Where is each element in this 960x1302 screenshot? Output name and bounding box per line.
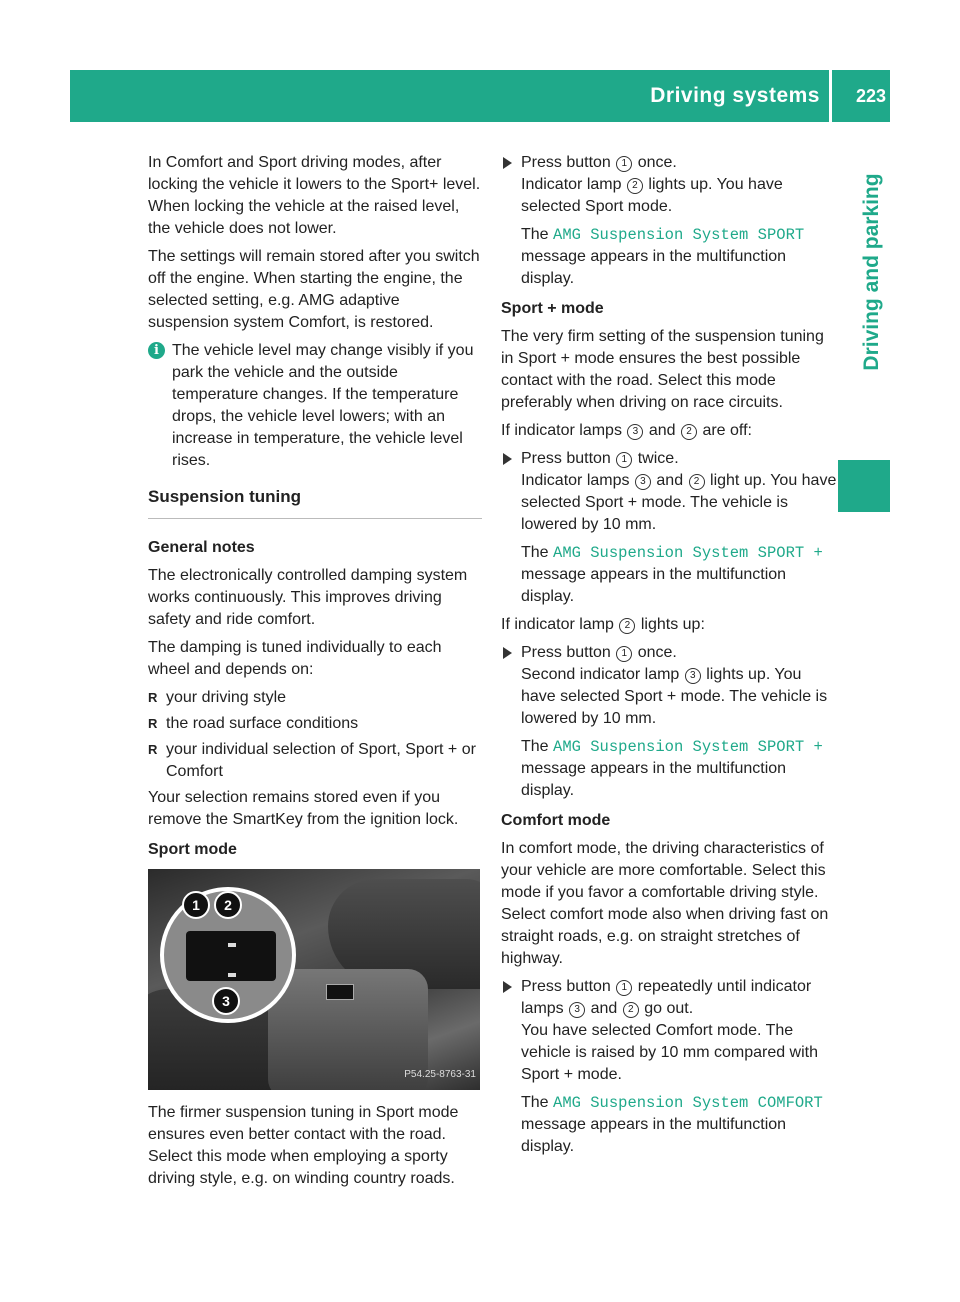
subheading: General notes: [148, 539, 255, 556]
paragraph: The very firm setting of the suspension tuning in Sport + mode ensures the best possible contact with the road. Select this mode preferably when driving on race circuits.: [501, 328, 824, 411]
step-arrow-icon: [503, 453, 512, 465]
ref-number: 2: [623, 1002, 639, 1018]
photo-lamp: [228, 973, 236, 977]
step: Press button 1 once. Second indicator lamp 3 lights up. You have selected Sport + mode. The vehicle is lowered by 10 mm.: [501, 642, 837, 730]
paragraph: The electronically controlled damping system works continuously. This improves driving safety and ride comfort.: [148, 567, 468, 628]
paragraph: Your selection remains stored even if you remove the SmartKey from the ignition lock.: [148, 789, 459, 828]
ref-number: 3: [685, 668, 701, 684]
page-number: 223: [855, 86, 886, 106]
info-note: [148, 340, 482, 472]
step: Press button 1 repeatedly until indicator lamps 3 and 2 go out. You have selected Comfort mode. The vehicle is raised by 10 mm compared with Sport + mode.: [501, 976, 837, 1086]
photo-lamp: [228, 943, 236, 947]
callout-3: 3: [212, 987, 240, 1015]
page-header: [70, 70, 890, 122]
list-item: R your driving style: [148, 687, 482, 709]
ref-number: 1: [616, 646, 632, 662]
ref-number: 2: [627, 178, 643, 194]
message-line: The AMG Suspension System COMFORT message appears in the multifunction display.: [521, 1094, 823, 1155]
section-heading: Suspension tuning: [148, 486, 482, 519]
paragraph: If indicator lamp 2 lights up:: [501, 616, 705, 633]
ref-number: 1: [616, 980, 632, 996]
paragraph: The damping is tuned individually to each wheel and depends on:: [148, 639, 442, 678]
header-title: Driving systems: [650, 84, 820, 107]
message-line: The AMG Suspension System SPORT + message appears in the multifunction display.: [521, 544, 823, 605]
header-separator: [829, 70, 832, 122]
ref-number: 1: [616, 156, 632, 172]
display-message: AMG Suspension System SPORT +: [553, 738, 823, 756]
ref-number: 1: [616, 452, 632, 468]
info-icon: i: [148, 342, 165, 359]
paragraph: The firmer suspension tuning in Sport mode ensures even better contact with the road. Select this mode when employing a sporty driving style, e.g. on winding country roads.: [148, 1104, 459, 1187]
ref-number: 3: [635, 474, 651, 490]
ref-number: 2: [619, 618, 635, 634]
callout-2: 2: [214, 891, 242, 919]
paragraph: The settings will remain stored after you switch off the engine. When starting the engine, the selected setting, e.g. AMG adaptive suspension system Comfort, is restored.: [148, 248, 480, 331]
bullet-icon: R: [148, 690, 158, 705]
console-photo: [148, 869, 480, 1090]
subheading: Sport mode: [148, 841, 237, 858]
side-marker: [838, 460, 890, 512]
step: Press button 1 twice. Indicator lamps 3 and 2 light up. You have selected Sport + mode. The vehicle is lowered by 10 mm.: [501, 448, 837, 536]
paragraph: In comfort mode, the driving characteristics of your vehicle are more comfortable. Select this mode if you favor a comfortable driving style. Select comfort mode also when driving fast on straight roads, e.g. on straight stretches of highway.: [501, 840, 829, 967]
ref-number: 2: [689, 474, 705, 490]
step-arrow-icon: [503, 981, 512, 993]
side-tab: [830, 122, 890, 422]
display-message: AMG Suspension System SPORT: [553, 226, 805, 244]
display-message: AMG Suspension System SPORT +: [553, 544, 823, 562]
bullet-icon: R: [148, 742, 158, 757]
subheading: Sport + mode: [501, 300, 604, 317]
list-item: R your individual selection of Sport, Sport + or Comfort: [148, 741, 476, 780]
subheading: Comfort mode: [501, 812, 611, 829]
photo-suspension-button: [326, 984, 354, 1000]
ref-number: 2: [681, 424, 697, 440]
info-note-text: The vehicle level may change visibly if you park the vehicle and the outside temperature changes. If the temperature drops, the vehicle level lowers; with an increase in temperature, the vehicle level rises.: [172, 342, 474, 469]
list-item: R the road surface conditions: [148, 713, 482, 735]
step-arrow-icon: [503, 157, 512, 169]
step: Press button 1 once. Indicator lamp 2 lights up. You have selected Sport mode.: [501, 152, 837, 218]
display-message: AMG Suspension System COMFORT: [553, 1094, 823, 1112]
callout-1: 1: [182, 891, 210, 919]
side-tab-label: Driving and parking: [860, 173, 883, 371]
ref-number: 3: [627, 424, 643, 440]
message-line: The AMG Suspension System SPORT message appears in the multifunction display.: [521, 226, 805, 287]
paragraph: In Comfort and Sport driving modes, after locking the vehicle it lowers to the Sport+ level. When locking the vehicle at the raised level, the vehicle does not lower.: [148, 154, 481, 237]
right-column: [501, 152, 837, 1164]
paragraph: If indicator lamps 3 and 2 are off:: [501, 422, 752, 439]
ref-number: 3: [569, 1002, 585, 1018]
message-line: The AMG Suspension System SPORT + message appears in the multifunction display.: [521, 738, 823, 799]
left-column: [148, 152, 482, 1196]
photo-reference: P54.25-8763-31: [404, 1069, 476, 1080]
bullet-icon: R: [148, 716, 158, 731]
step-arrow-icon: [503, 647, 512, 659]
